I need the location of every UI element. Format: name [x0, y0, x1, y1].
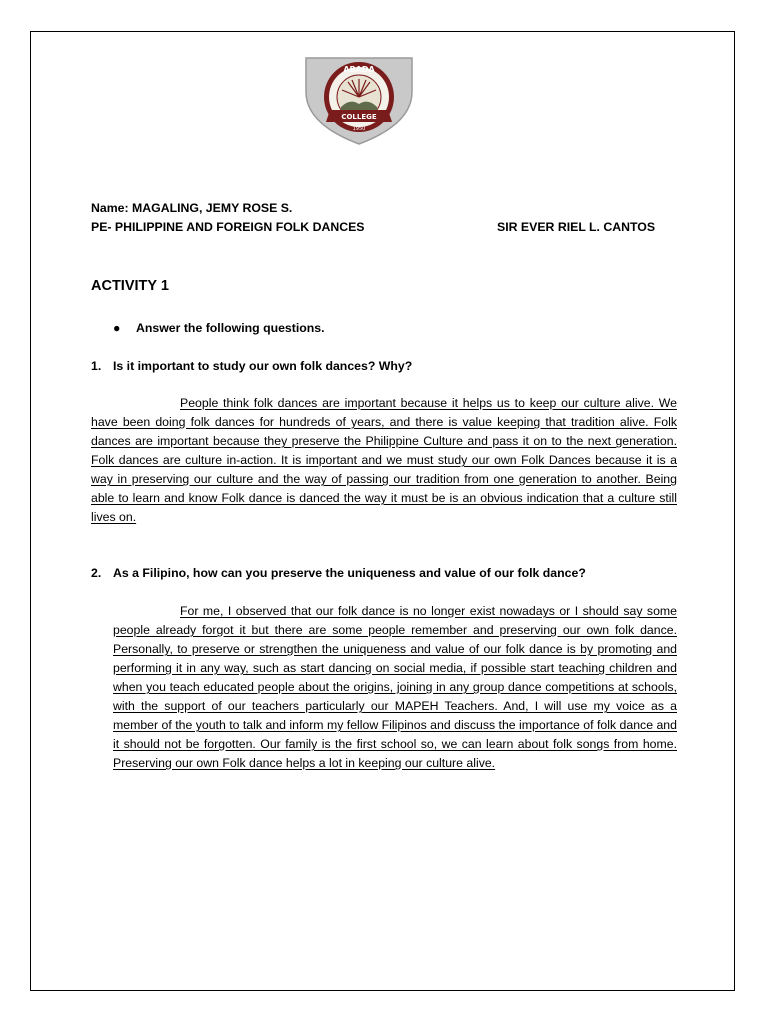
question-2 [91, 566, 586, 580]
question-number: 1. [91, 359, 102, 373]
subject-line: PE- PHILIPPINE AND FOREIGN FOLK DANCES [91, 220, 365, 234]
instruction-text: Answer the following questions. [136, 321, 325, 335]
question-text: As a Filipino, how can you preserve the uniqueness and value of our folk dance? [113, 566, 586, 580]
abada-college-seal-logo [300, 52, 418, 148]
question-number: 2. [91, 566, 102, 580]
answer-2: For me, I observed that our folk dance is no longer exist nowadays or I should say some people already forgot it but there are some people remember and preserving our own folk dance. Personally, to preserve or strengthen the uniqueness and value of our folk dance is by promoting and performing it in any way, such as start dancing on social media, if possible start teaching children and when you teach educated people about the origins, joining in any group dance competitions at schools, with the support of our teachers particularly our MAPEH Teachers. And, I will use my voice as a member of the youth to talk and inform my fellow Filipinos and discuss the importance of folk dance and it should not be forgotten. Our family is the first school so, we can learn about folk songs from home. Preserving our own Folk dance helps a lot in keeping our culture alive. [113, 604, 677, 770]
instruction [113, 321, 325, 335]
logo-banner-text: COLLEGE [341, 113, 377, 121]
question-text: Is it important to study our own folk dances? Why? [113, 359, 413, 373]
answer-1: People think folk dances are important because it helps us to keep our culture alive. We have been doing folk dances for hundreds of years, and there is value keeping that tradition alive. Folk dances are important because they preserve the Philippine Culture and pass it on to the next generation. Folk dances are culture in-action. It is important and we must study our own Folk Dances because it is a way in preserving our culture and the way of passing our tradition from one generation to another. Being able to learn and know Folk dance is danced the way it must be is an obvious indication that a culture still lives on. [91, 396, 677, 524]
student-name: Name: MAGALING, JEMY ROSE S. [91, 201, 293, 215]
question-1 [91, 359, 412, 373]
bullet-icon: ● [113, 321, 121, 335]
logo-year: 1950 [352, 126, 366, 132]
logo-top-text: ABADA [343, 65, 375, 74]
activity-title: ACTIVITY 1 [91, 278, 169, 294]
teacher-name: SIR EVER RIEL L. CANTOS [497, 220, 656, 234]
